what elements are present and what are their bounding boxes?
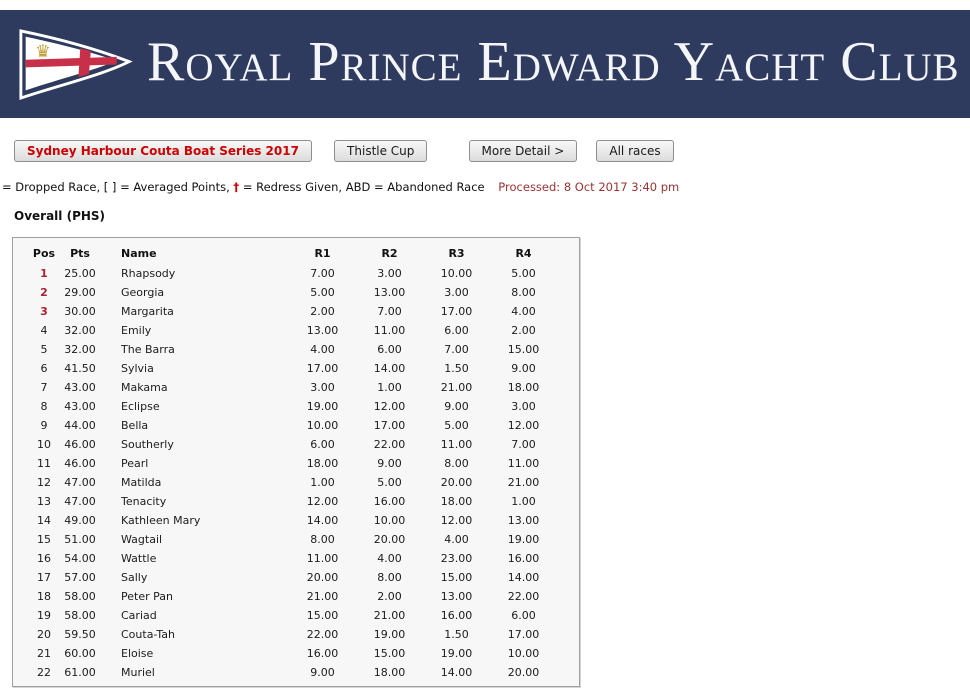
pos-cell: 14	[37, 514, 51, 527]
result-row	[13, 511, 581, 530]
race-score-cell: 4.00	[310, 343, 335, 356]
race-score-cell: 23.00	[440, 552, 473, 565]
race-score-cell: 18.00	[440, 495, 473, 508]
pos-cell: 22	[37, 666, 51, 679]
name-cell: Matilda	[121, 476, 162, 489]
race-score-cell: 17.00	[373, 419, 406, 432]
pos-cell: 17	[37, 571, 51, 584]
race-score-cell: 13.00	[306, 324, 339, 337]
result-row	[13, 321, 581, 340]
race-score-cell: 3.00	[511, 400, 536, 413]
column-header-name: Name	[121, 247, 157, 260]
pts-cell: 57.00	[64, 571, 96, 584]
result-row	[13, 435, 581, 454]
race-score-cell: 11.00	[507, 457, 540, 470]
race-score-cell: 7.00	[444, 343, 469, 356]
result-row	[13, 397, 581, 416]
pos-cell: 12	[37, 476, 51, 489]
column-header-r2: R2	[381, 247, 398, 260]
name-cell: Wagtail	[121, 533, 163, 546]
race-score-cell: 19.00	[440, 647, 473, 660]
race-score-cell: 19.00	[373, 628, 406, 641]
race-score-cell: 16.00	[306, 647, 339, 660]
all-races-button[interactable]: All races	[596, 140, 673, 162]
name-cell: Eclipse	[121, 400, 160, 413]
pos-cell: 15	[37, 533, 51, 546]
race-score-cell: 9.00	[511, 362, 536, 375]
club-burgee-logo	[18, 27, 133, 102]
pos-cell: 10	[37, 438, 51, 451]
pts-cell: 59.50	[64, 628, 96, 641]
division-title: Overall (PHS)	[14, 209, 106, 223]
more-detail-button[interactable]: More Detail >	[469, 140, 578, 162]
pos-cell: 18	[37, 590, 51, 603]
race-score-cell: 15.00	[507, 343, 540, 356]
pos-cell: 11	[37, 457, 51, 470]
race-score-cell: 3.00	[377, 267, 402, 280]
result-row	[13, 473, 581, 492]
scoring-legend	[2, 180, 970, 194]
race-score-cell: 21.00	[507, 476, 540, 489]
pts-cell: 29.00	[64, 286, 96, 299]
race-score-cell: 1.50	[444, 362, 469, 375]
race-score-cell: 10.00	[440, 267, 473, 280]
pts-cell: 32.00	[64, 343, 96, 356]
race-score-cell: 14.00	[373, 362, 406, 375]
race-score-cell: 10.00	[306, 419, 339, 432]
race-score-cell: 7.00	[377, 305, 402, 318]
name-cell: Peter Pan	[121, 590, 173, 603]
race-score-cell: 12.00	[507, 419, 540, 432]
pos-cell: 7	[40, 381, 48, 394]
name-cell: Tenacity	[121, 495, 167, 508]
race-score-cell: 22.00	[373, 438, 406, 451]
name-cell: Eloise	[121, 647, 154, 660]
result-row	[13, 568, 581, 587]
race-score-cell: 19.00	[306, 400, 339, 413]
race-score-cell: 5.00	[511, 267, 536, 280]
pos-cell: 3	[40, 305, 48, 318]
race-score-cell: 8.00	[511, 286, 536, 299]
race-score-cell: 14.00	[306, 514, 339, 527]
name-cell: The Barra	[121, 343, 175, 356]
result-row	[13, 663, 581, 682]
race-score-cell: 12.00	[306, 495, 339, 508]
legend-dropped-averaged: = Dropped Race, [ ] = Averaged Points,	[2, 180, 230, 194]
pts-cell: 30.00	[64, 305, 96, 318]
pos-cell: 9	[40, 419, 48, 432]
result-row	[13, 359, 581, 378]
column-header-pts: Pts	[70, 247, 90, 260]
race-score-cell: 15.00	[306, 609, 339, 622]
race-score-cell: 11.00	[373, 324, 406, 337]
race-score-cell: 12.00	[440, 514, 473, 527]
race-score-cell: 21.00	[440, 381, 473, 394]
pts-cell: 25.00	[64, 267, 96, 280]
pos-cell: 20	[37, 628, 51, 641]
race-score-cell: 5.00	[377, 476, 402, 489]
race-score-cell: 5.00	[310, 286, 335, 299]
race-score-cell: 6.00	[444, 324, 469, 337]
race-score-cell: 12.00	[373, 400, 406, 413]
column-header-r1: R1	[314, 247, 331, 260]
name-cell: Sally	[121, 571, 148, 584]
race-score-cell: 9.00	[377, 457, 402, 470]
race-score-cell: 22.00	[507, 590, 540, 603]
race-score-cell: 13.00	[440, 590, 473, 603]
result-row	[13, 625, 581, 644]
race-score-cell: 21.00	[306, 590, 339, 603]
pts-cell: 58.00	[64, 590, 96, 603]
race-score-cell: 20.00	[440, 476, 473, 489]
race-score-cell: 1.50	[444, 628, 469, 641]
race-score-cell: 16.00	[507, 552, 540, 565]
results-table-panel	[12, 237, 580, 687]
result-row	[13, 340, 581, 359]
name-cell: Rhapsody	[121, 267, 176, 280]
pos-cell: 21	[37, 647, 51, 660]
race-score-cell: 18.00	[507, 381, 540, 394]
result-row	[13, 644, 581, 663]
race-score-cell: 13.00	[507, 514, 540, 527]
name-cell: Muriel	[121, 666, 155, 679]
result-row	[13, 549, 581, 568]
race-score-cell: 14.00	[440, 666, 473, 679]
pts-cell: 43.00	[64, 381, 96, 394]
name-cell: Bella	[121, 419, 149, 432]
pos-cell: 8	[40, 400, 48, 413]
result-row	[13, 283, 581, 302]
pos-cell: 2	[40, 286, 48, 299]
pts-cell: 60.00	[64, 647, 96, 660]
result-row	[13, 378, 581, 397]
race-score-cell: 1.00	[377, 381, 402, 394]
race-score-cell: 4.00	[444, 533, 469, 546]
name-cell: Kathleen Mary	[121, 514, 201, 527]
pos-cell: 1	[40, 267, 48, 280]
pts-cell: 46.00	[64, 438, 96, 451]
redress-dagger-icon: †	[233, 180, 240, 194]
race-score-cell: 15.00	[373, 647, 406, 660]
race-score-cell: 17.00	[507, 628, 540, 641]
race-score-cell: 8.00	[377, 571, 402, 584]
race-score-cell: 20.00	[507, 666, 540, 679]
pts-cell: 41.50	[64, 362, 96, 375]
race-score-cell: 8.00	[444, 457, 469, 470]
pts-cell: 49.00	[64, 514, 96, 527]
race-score-cell: 18.00	[306, 457, 339, 470]
race-score-cell: 7.00	[511, 438, 536, 451]
race-score-cell: 3.00	[310, 381, 335, 394]
race-score-cell: 6.00	[511, 609, 536, 622]
race-score-cell: 2.00	[377, 590, 402, 603]
pos-cell: 13	[37, 495, 51, 508]
race-score-cell: 10.00	[507, 647, 540, 660]
pts-cell: 44.00	[64, 419, 96, 432]
name-cell: Pearl	[121, 457, 149, 470]
result-row	[13, 606, 581, 625]
series-toolbar	[14, 140, 970, 162]
race-score-cell: 9.00	[310, 666, 335, 679]
pts-cell: 51.00	[64, 533, 96, 546]
name-cell: Couta-Tah	[121, 628, 176, 641]
race-score-cell: 17.00	[306, 362, 339, 375]
pos-cell: 5	[40, 343, 48, 356]
result-row	[13, 587, 581, 606]
pts-cell: 46.00	[64, 457, 96, 470]
race-score-cell: 20.00	[306, 571, 339, 584]
processed-timestamp: Processed: 8 Oct 2017 3:40 pm	[498, 180, 680, 194]
race-score-cell: 3.00	[444, 286, 469, 299]
result-row	[13, 454, 581, 473]
header-banner	[0, 10, 970, 118]
pos-cell: 16	[37, 552, 51, 565]
pos-cell: 19	[37, 609, 51, 622]
name-cell: Margarita	[121, 305, 174, 318]
race-score-cell: 1.00	[310, 476, 335, 489]
race-score-cell: 10.00	[373, 514, 406, 527]
name-cell: Makama	[121, 381, 168, 394]
race-score-cell: 18.00	[373, 666, 406, 679]
column-header-pos: Pos	[32, 247, 56, 260]
series-button-current[interactable]: Sydney Harbour Couta Boat Series 2017	[14, 140, 312, 162]
race-score-cell: 14.00	[507, 571, 540, 584]
race-score-cell: 16.00	[373, 495, 406, 508]
result-row	[13, 492, 581, 511]
race-score-cell: 15.00	[440, 571, 473, 584]
pts-cell: 32.00	[64, 324, 96, 337]
burgee-cross-vertical	[78, 48, 90, 77]
pts-cell: 47.00	[64, 476, 96, 489]
race-score-cell: 4.00	[511, 305, 536, 318]
result-row	[13, 302, 581, 321]
name-cell: Georgia	[121, 286, 165, 299]
column-header-r4: R4	[515, 247, 532, 260]
results-table	[13, 238, 581, 682]
crown-icon: ♛	[35, 41, 51, 62]
name-cell: Wattle	[121, 552, 157, 565]
column-header-r3: R3	[448, 247, 465, 260]
name-cell: Sylvia	[121, 362, 154, 375]
club-name-title: Royal Prince Edward Yacht Club	[147, 31, 960, 93]
race-score-cell: 6.00	[377, 343, 402, 356]
race-score-cell: 2.00	[310, 305, 335, 318]
name-cell: Emily	[121, 324, 152, 337]
race-score-cell: 11.00	[306, 552, 339, 565]
pts-cell: 47.00	[64, 495, 96, 508]
race-score-cell: 21.00	[373, 609, 406, 622]
results-header-row	[13, 238, 581, 264]
name-cell: Southerly	[121, 438, 174, 451]
race-score-cell: 19.00	[507, 533, 540, 546]
race-score-cell: 11.00	[440, 438, 473, 451]
race-score-cell: 22.00	[306, 628, 339, 641]
race-score-cell: 9.00	[444, 400, 469, 413]
race-score-cell: 13.00	[373, 286, 406, 299]
pts-cell: 43.00	[64, 400, 96, 413]
race-score-cell: 5.00	[444, 419, 469, 432]
race-score-cell: 17.00	[440, 305, 473, 318]
race-score-cell: 8.00	[310, 533, 335, 546]
race-score-cell: 4.00	[377, 552, 402, 565]
race-score-cell: 6.00	[310, 438, 335, 451]
pts-cell: 54.00	[64, 552, 96, 565]
legend-redress-abandoned: = Redress Given, ABD = Abandoned Race	[242, 180, 485, 194]
race-score-cell: 16.00	[440, 609, 473, 622]
result-row	[13, 264, 581, 283]
name-cell: Cariad	[121, 609, 157, 622]
result-row	[13, 530, 581, 549]
pos-cell: 6	[40, 362, 48, 375]
race-score-cell: 1.00	[511, 495, 536, 508]
pts-cell: 58.00	[64, 609, 96, 622]
race-score-cell: 7.00	[310, 267, 335, 280]
result-row	[13, 416, 581, 435]
pts-cell: 61.00	[64, 666, 96, 679]
series-button-thistle-cup[interactable]: Thistle Cup	[334, 140, 427, 162]
race-score-cell: 2.00	[511, 324, 536, 337]
pos-cell: 4	[40, 324, 48, 337]
race-score-cell: 20.00	[373, 533, 406, 546]
